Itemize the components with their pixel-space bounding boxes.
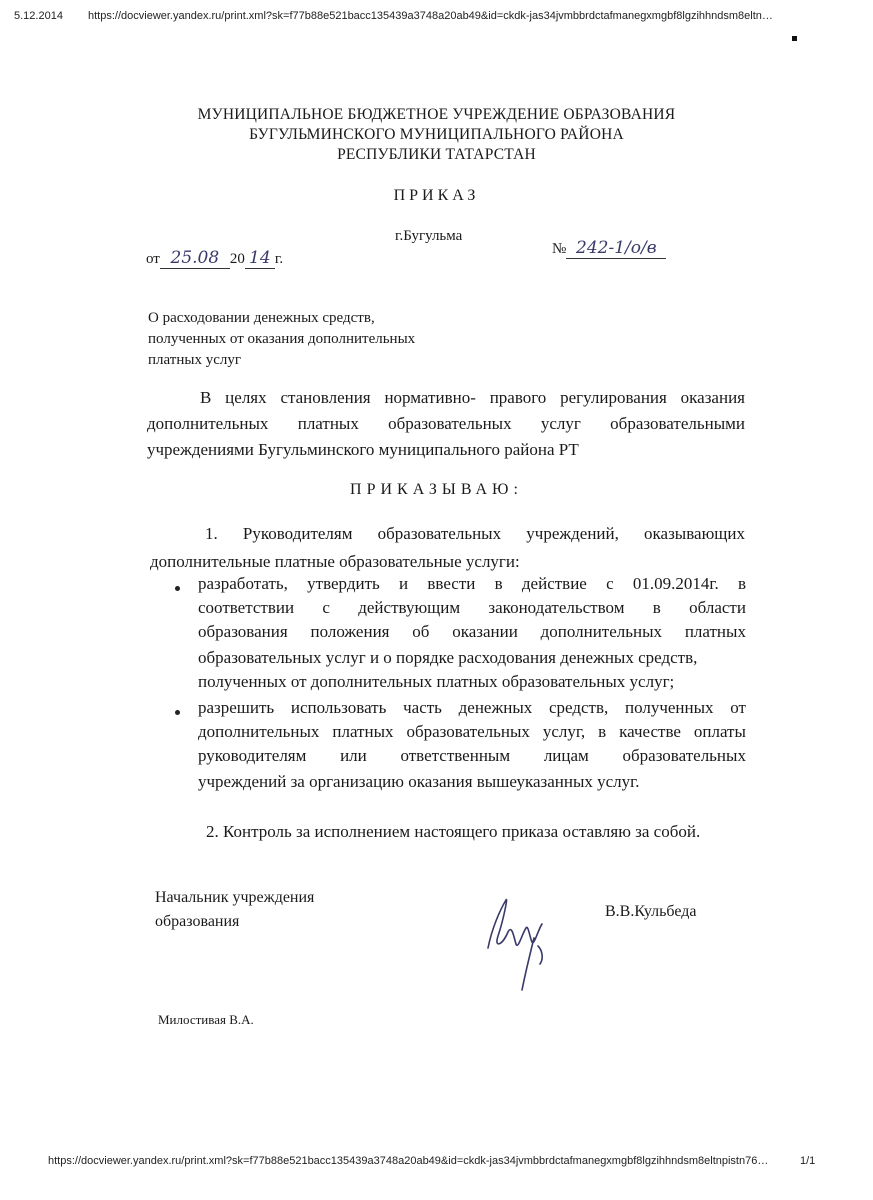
- word: нормативно-: [384, 388, 476, 407]
- word: образовательных: [622, 746, 746, 765]
- bullet1-line-4: образовательных услуг и о порядке расходования денежных средств,: [198, 648, 698, 667]
- print-date: 5.12.2014: [14, 10, 63, 22]
- word: действие: [521, 574, 587, 593]
- word: или: [340, 746, 367, 765]
- bullet1-line-1: [198, 574, 746, 594]
- word: утвердить: [307, 574, 380, 593]
- word: с: [322, 598, 330, 617]
- word: В: [200, 388, 212, 407]
- print-footer: [0, 1155, 873, 1171]
- org-name-line-3: РЕСПУБЛИКИ ТАТАРСТАН: [337, 146, 536, 163]
- word: платных: [297, 414, 359, 433]
- word: денежных: [458, 698, 533, 717]
- signer-title-line-1: Начальник учреждения: [155, 889, 315, 906]
- word: услуг,: [542, 722, 586, 741]
- bullet-2: [175, 710, 180, 715]
- word: использовать: [290, 698, 387, 717]
- word: оплаты: [693, 722, 746, 741]
- word: оказывающих: [644, 524, 745, 543]
- word: в: [737, 574, 746, 593]
- preamble-line-1: [200, 388, 745, 408]
- word: часть: [403, 698, 442, 717]
- document-title: ПРИКАЗ: [393, 187, 480, 204]
- subject-line-2: полученных от оказания дополнительных: [148, 331, 416, 347]
- word: соответствии: [198, 598, 295, 617]
- order-number: [552, 238, 666, 259]
- word: образовательных: [388, 414, 512, 433]
- print-page-number: 1/1: [800, 1155, 816, 1167]
- date-year: 14: [245, 248, 275, 269]
- executor-name: Милостивая В.А.: [158, 1012, 254, 1027]
- date-day-month: 25.08: [160, 248, 230, 269]
- number-prefix: №: [552, 241, 567, 257]
- word: Руководителям: [242, 524, 353, 543]
- word: услуг: [540, 414, 581, 433]
- word: образовательных: [406, 722, 530, 741]
- org-name-line-2: БУГУЛЬМИНСКОГО МУНИЦИПАЛЬНОГО РАЙОНА: [249, 126, 624, 143]
- handwritten-signature: [478, 888, 568, 998]
- bullet2-line-4: учреждений за организацию оказания вышеуказанных услуг.: [198, 772, 640, 791]
- subject-line-1: О расходовании денежных средств,: [148, 310, 375, 326]
- word: дополнительных: [198, 722, 320, 741]
- bullet1-line-5: полученных от дополнительных платных образовательных услуг;: [198, 672, 675, 691]
- word: в: [494, 574, 503, 593]
- bullet1-line-2: [198, 598, 746, 618]
- print-url-bottom: https://docviewer.yandex.ru/print.xml?sk=f77b88e521bacc135439a3748a20ab49&id=ckdk-jas34jvmbbrdctafmanegxmgbf8lgzihhndsm8eltnpistn76…: [48, 1155, 769, 1167]
- bullet2-line-1: [198, 698, 746, 718]
- city: г.Бугульма: [395, 228, 463, 244]
- word: законодательством: [488, 598, 625, 617]
- word: от: [730, 698, 746, 717]
- word: в: [598, 722, 607, 741]
- word: с: [606, 574, 614, 593]
- word: положения: [310, 622, 390, 641]
- word: платных: [684, 622, 746, 641]
- word: и: [399, 574, 409, 593]
- date-prefix: от: [146, 251, 160, 267]
- word: действующим: [358, 598, 461, 617]
- word: 01.09.2014г.: [632, 574, 719, 593]
- word: качестве: [619, 722, 681, 741]
- word: полученных: [624, 698, 714, 717]
- word: руководителям: [198, 746, 307, 765]
- item2: 2. Контроль за исполнением настоящего приказа оставляю за собой.: [206, 822, 701, 841]
- word: ответственным: [400, 746, 511, 765]
- bullet2-line-3: [198, 746, 746, 766]
- word: правого: [489, 388, 547, 407]
- word: лицам: [543, 746, 589, 765]
- preamble-line-2: [147, 414, 745, 434]
- signer-title-line-2: образования: [155, 913, 240, 930]
- word: дополнительных: [540, 622, 663, 641]
- word: учреждений,: [526, 524, 619, 543]
- word: становления: [280, 388, 371, 407]
- bullet1-line-3: [198, 622, 746, 642]
- word: образовательными: [610, 414, 745, 433]
- word: образовательных: [377, 524, 502, 543]
- word: об: [412, 622, 430, 641]
- org-name-line-1: МУНИЦИПАЛЬНОЕ БЮДЖЕТНОЕ УЧРЕЖДЕНИЕ ОБРАЗОВАНИЯ: [197, 106, 676, 123]
- bullet2-line-2: [198, 722, 746, 742]
- preamble-line-3: учреждениями Бугульминского муниципального района РТ: [147, 440, 579, 459]
- word: целях: [225, 388, 267, 407]
- subject-line-3: платных услуг: [148, 352, 241, 368]
- word: области: [689, 598, 746, 617]
- word: ввести: [427, 574, 476, 593]
- print-url-top: https://docviewer.yandex.ru/print.xml?sk=f77b88e521bacc135439a3748a20ab49&id=ckdk-jas34jvmbbrdctafmanegxmgbf8lgzihhndsm8eltn…: [88, 10, 773, 22]
- word: оказания: [680, 388, 745, 407]
- date-suffix: г.: [274, 251, 284, 267]
- order-heading: ПРИКАЗЫВАЮ:: [350, 481, 523, 498]
- order-date: [146, 248, 283, 269]
- word: 1.: [205, 524, 218, 543]
- signer-name: В.В.Кульбеда: [605, 903, 697, 920]
- bullet-1: [175, 586, 180, 591]
- word: средств,: [548, 698, 609, 717]
- word: в: [652, 598, 661, 617]
- word: платных: [332, 722, 394, 741]
- date-century: 20: [229, 251, 245, 267]
- number-value: 242-1/о/в: [566, 238, 666, 259]
- item1-line-1: [205, 524, 745, 544]
- word: регулирования: [560, 388, 667, 407]
- item1-line-2: дополнительные платные образовательные услуги:: [150, 552, 520, 571]
- word: оказании: [452, 622, 518, 641]
- word: разработать,: [198, 574, 288, 593]
- word: разрешить: [198, 698, 275, 717]
- word: дополнительных: [147, 414, 269, 433]
- word: образования: [198, 622, 288, 641]
